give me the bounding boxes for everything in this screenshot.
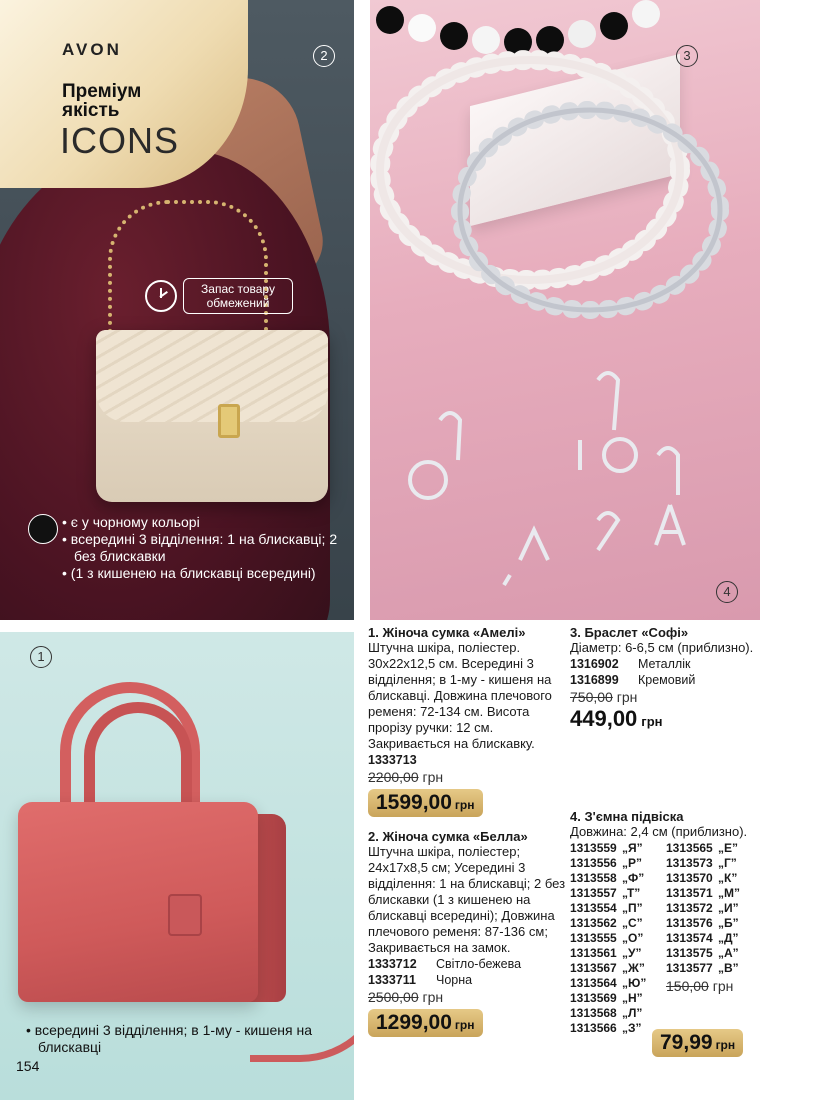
product-3-variant <box>570 656 760 672</box>
premium-line1: Преміум <box>62 81 142 102</box>
product-1 <box>368 625 568 817</box>
limited-stock-badge <box>145 278 295 316</box>
product-1-code: 1333713 <box>368 753 417 767</box>
variant-name: Кремовий <box>638 673 696 687</box>
letter-row <box>570 946 662 961</box>
product-1-old-currency: грн <box>422 769 444 785</box>
limited-stock-label <box>183 278 293 314</box>
variant-code: 1333711 <box>368 973 416 987</box>
product-3-price-value: 449,00 <box>570 706 638 731</box>
variant-code: 1333712 <box>368 957 417 971</box>
letter-code: 1313571 <box>666 886 713 900</box>
product-1-old-price <box>368 768 568 786</box>
letter-code: 1313576 <box>666 916 713 930</box>
photo-number-1: 1 <box>30 646 52 668</box>
product-1-old-price-value: 2200,00 <box>368 769 419 785</box>
letter-column-left <box>570 841 662 1036</box>
product-2-currency: грн <box>454 1018 475 1032</box>
letter-value: „В” <box>718 961 739 975</box>
letter-value: „К” <box>718 871 738 885</box>
product-2-old-price-value: 2500,00 <box>368 989 419 1005</box>
letter-row <box>570 871 662 886</box>
letter-code: 1313566 <box>570 1021 617 1035</box>
product-4-old-price-value: 150,00 <box>666 978 709 994</box>
letter-value: „Р” <box>622 856 643 870</box>
product-4-letter-table <box>570 841 770 1036</box>
product-2-variant <box>368 956 568 972</box>
letter-row <box>666 856 758 871</box>
bag2-feature: • (1 з кишенею на блискавці всередині) <box>62 565 316 581</box>
letter-value: „А” <box>718 946 739 960</box>
letter-code: 1313567 <box>570 961 617 975</box>
product-3-currency: грн <box>641 714 663 729</box>
letter-code: 1313565 <box>666 841 713 855</box>
letter-row <box>666 871 758 886</box>
letter-code: 1313561 <box>570 946 617 960</box>
letter-row <box>570 916 662 931</box>
product-1-price-badge <box>368 789 483 817</box>
product-2-old-price <box>368 988 568 1006</box>
beige-bag-clasp <box>218 404 240 438</box>
bag2-feature-list <box>62 514 352 582</box>
black-color-swatch-icon <box>28 514 58 544</box>
product-1-currency: грн <box>454 798 475 812</box>
letter-code: 1313568 <box>570 1006 617 1020</box>
bag1-feature: • всередині 3 відділення; в 1-му - кишеня на блискавці <box>26 1022 312 1055</box>
letter-row <box>570 856 662 871</box>
letter-code: 1313572 <box>666 901 713 915</box>
product-3-title: 3. Браслет «Софі» <box>570 625 689 640</box>
bag2-feature: • є у чорному кольорі <box>62 514 200 530</box>
letter-row <box>666 931 758 946</box>
letter-value: „Г” <box>718 856 737 870</box>
product-2-price: 1299,00 <box>376 1011 452 1034</box>
product-3-variant <box>570 672 760 688</box>
jewellery-photo <box>370 0 760 620</box>
product-1-price: 1599,00 <box>376 791 452 814</box>
letter-row <box>570 886 662 901</box>
letter-row <box>666 886 758 901</box>
letter-value: „Я” <box>622 841 643 855</box>
bag2-feature: • всередині 3 відділення: 1 на блискавці; 2 без блискавки <box>62 531 338 564</box>
letter-value: „Ж” <box>622 961 645 975</box>
bag2-photo <box>0 0 354 620</box>
letter-value: „Ф” <box>622 871 645 885</box>
jewellery-illustration <box>370 0 760 620</box>
product-2-description: Штучна шкіра, поліестер; 24x17x8,5 см; Усередині 3 відділення: 1 на блискавці; 2 без блискавки (1 з кишенею на блискавці всередині); Довжина плечового ременя: 87-136 см; Закривається на замок. <box>368 844 566 955</box>
photo-number-4: 4 <box>716 581 738 603</box>
letter-code: 1313569 <box>570 991 617 1005</box>
product-1-description: Штучна шкіра, поліестер. 30x22x12,5 см. Всередині 3 відділення; в 1-му - кишеня на блискавці. Довжина плечового ременя: 72-134 см. Висота прорізу ручки: 12 см. Закривається на блискавку. <box>368 640 552 751</box>
variant-code: 1316902 <box>570 657 619 671</box>
letter-value: „О” <box>622 931 644 945</box>
letter-code: 1313577 <box>666 961 713 975</box>
variant-name: Металлік <box>638 657 691 671</box>
letter-row <box>666 916 758 931</box>
letter-row <box>570 1006 662 1021</box>
product-2-variant <box>368 972 568 988</box>
letter-row <box>570 1021 662 1036</box>
letter-row <box>666 946 758 961</box>
letter-value: „Л” <box>622 1006 643 1020</box>
letter-value: „У” <box>622 946 642 960</box>
letter-value: „С” <box>622 916 643 930</box>
letter-row <box>666 901 758 916</box>
product-4-old-currency: грн <box>712 978 734 994</box>
product-3-old-currency: грн <box>616 689 638 705</box>
letter-code: 1313556 <box>570 856 617 870</box>
limited-line1: Запас товару <box>201 282 275 296</box>
letter-code: 1313575 <box>666 946 713 960</box>
photo-number-2: 2 <box>313 45 335 67</box>
page-number: 154 <box>16 1058 40 1074</box>
letter-row <box>570 841 662 856</box>
letter-value: „Н” <box>622 991 643 1005</box>
letter-value: „П” <box>622 901 643 915</box>
letter-value: „Е” <box>718 841 739 855</box>
beige-bag <box>96 330 328 502</box>
product-4 <box>570 809 770 1054</box>
clock-icon <box>145 280 177 312</box>
letter-value: „И” <box>718 901 739 915</box>
letter-row <box>570 931 662 946</box>
letter-row <box>570 961 662 976</box>
letter-value: „Д” <box>718 931 739 945</box>
letter-code: 1313558 <box>570 871 617 885</box>
variant-name: Чорна <box>436 973 473 987</box>
letter-column-right-rows <box>666 841 758 976</box>
product-4-old-price <box>666 977 758 995</box>
letter-charms <box>410 373 684 585</box>
letter-row <box>570 976 662 991</box>
photo-number-3: 3 <box>676 45 698 67</box>
product-4-title: 4. З'ємна підвіска <box>570 809 684 824</box>
bag1-feature-list <box>16 1022 336 1056</box>
letter-value: „З” <box>622 1021 642 1035</box>
letter-value: „Б” <box>718 916 739 930</box>
product-3 <box>570 625 760 732</box>
letter-code: 1313559 <box>570 841 617 855</box>
product-2-old-currency: грн <box>422 989 444 1005</box>
letter-value: „Т” <box>622 886 641 900</box>
variant-name: Світло-бежева <box>436 957 522 971</box>
letter-row <box>666 841 758 856</box>
variant-code: 1316899 <box>570 673 619 687</box>
red-bag-tag <box>168 894 202 936</box>
product-2-title: 2. Жіноча сумка «Белла» <box>368 829 528 844</box>
beige-bag-flap <box>96 330 328 422</box>
product-2 <box>368 829 568 1037</box>
letter-code: 1313573 <box>666 856 713 870</box>
product-3-old-price <box>570 688 760 706</box>
letter-code: 1313564 <box>570 976 617 990</box>
letter-code: 1313557 <box>570 886 617 900</box>
letter-value: „Ю” <box>622 976 647 990</box>
product-3-description: Діаметр: 6-6,5 см (приблизно). <box>570 640 754 655</box>
letter-code: 1313554 <box>570 901 617 915</box>
premium-quality-title <box>62 82 182 120</box>
letter-row <box>666 961 758 976</box>
product-3-price <box>570 706 760 732</box>
product-4-description: Довжина: 2,4 см (приблизно). <box>570 824 748 839</box>
avon-logo: AVON <box>62 40 122 59</box>
letter-code: 1313562 <box>570 916 617 930</box>
letter-row <box>570 901 662 916</box>
product-4-price-badge <box>652 1029 743 1057</box>
product-3-old-price-value: 750,00 <box>570 689 613 705</box>
letter-code: 1313574 <box>666 931 713 945</box>
letter-code: 1313570 <box>666 871 713 885</box>
pearl-bracelet <box>380 60 680 280</box>
letter-code: 1313555 <box>570 931 617 945</box>
black-bead-bracelet <box>376 0 660 56</box>
limited-line2: обмежений <box>206 296 270 310</box>
red-bag <box>18 802 258 1002</box>
letter-row <box>570 991 662 1006</box>
product-4-price: 79,99 <box>660 1031 713 1054</box>
product-4-currency: грн <box>715 1038 736 1052</box>
product-2-price-badge <box>368 1009 483 1037</box>
letter-column-right <box>666 841 758 1036</box>
premium-line2: якість <box>62 100 120 121</box>
icons-collection-title: ICONS <box>60 120 180 161</box>
product-1-title: 1. Жіноча сумка «Амелі» <box>368 625 526 640</box>
letter-value: „М” <box>718 886 740 900</box>
